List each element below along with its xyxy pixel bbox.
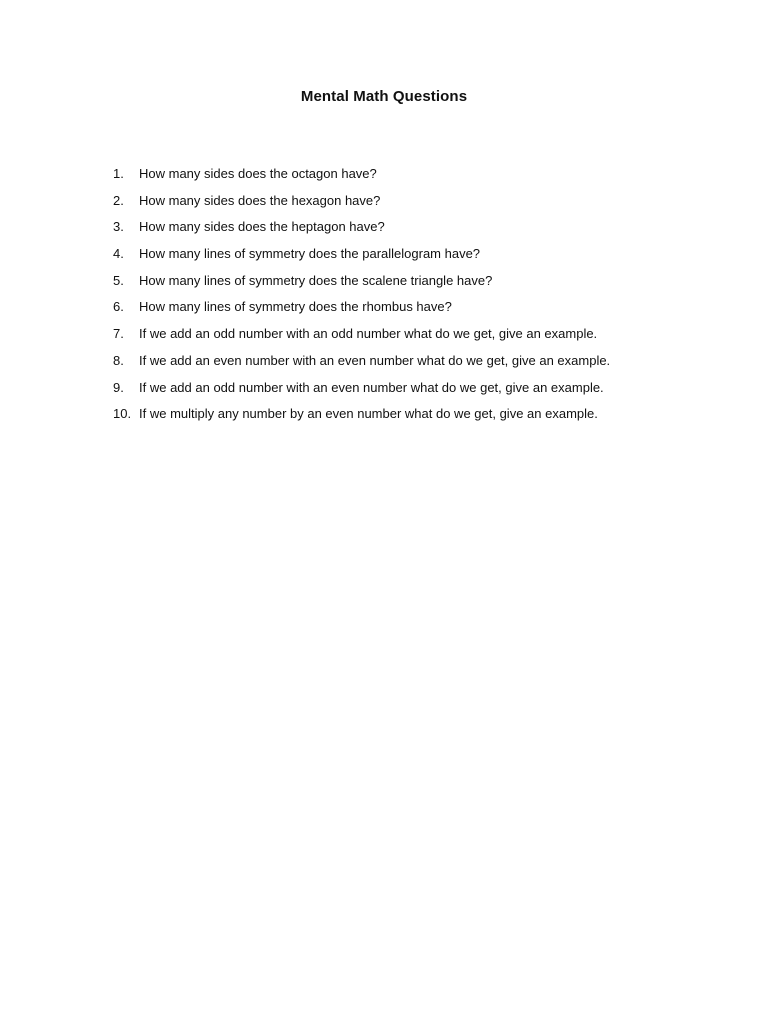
list-item bbox=[113, 271, 733, 298]
list-item bbox=[113, 404, 733, 431]
list-item bbox=[113, 164, 733, 191]
question-text: If we add an odd number with an even number what do we get, give an example. bbox=[139, 379, 604, 395]
page-title: Mental Math Questions bbox=[300, 88, 468, 105]
question-text: If we multiply any number by an even number what do we get, give an example. bbox=[139, 406, 598, 422]
question-text: If we add an odd number with an odd number what do we get, give an example. bbox=[139, 326, 598, 342]
question-number: 2. bbox=[113, 192, 124, 208]
list-item bbox=[113, 297, 733, 324]
question-text: How many lines of symmetry does the scalene triangle have? bbox=[139, 272, 493, 288]
question-number: 5. bbox=[113, 272, 124, 288]
list-item bbox=[113, 351, 733, 378]
list-item bbox=[113, 217, 733, 244]
question-text: How many sides does the heptagon have? bbox=[139, 219, 385, 235]
question-text: How many sides does the octagon have? bbox=[139, 166, 377, 181]
question-number: 10. bbox=[113, 406, 132, 422]
question-number: 8. bbox=[113, 352, 124, 368]
question-text: If we add an even number with an even number what do we get, give an example. bbox=[139, 352, 611, 368]
question-number: 4. bbox=[113, 246, 124, 262]
question-number: 3. bbox=[113, 219, 124, 235]
question-number: 6. bbox=[113, 299, 124, 315]
question-text: How many lines of symmetry does the rhombus have? bbox=[139, 299, 452, 315]
list-item bbox=[113, 378, 733, 405]
list-item bbox=[113, 324, 733, 351]
question-number: 1. bbox=[113, 166, 124, 181]
question-number: 9. bbox=[113, 379, 124, 395]
question-number: 7. bbox=[113, 326, 124, 342]
question-text: How many sides does the hexagon have? bbox=[139, 192, 381, 208]
list-item bbox=[113, 191, 733, 218]
question-text: How many lines of symmetry does the parallelogram have? bbox=[139, 246, 481, 262]
question-list bbox=[113, 164, 733, 431]
list-item bbox=[113, 244, 733, 271]
